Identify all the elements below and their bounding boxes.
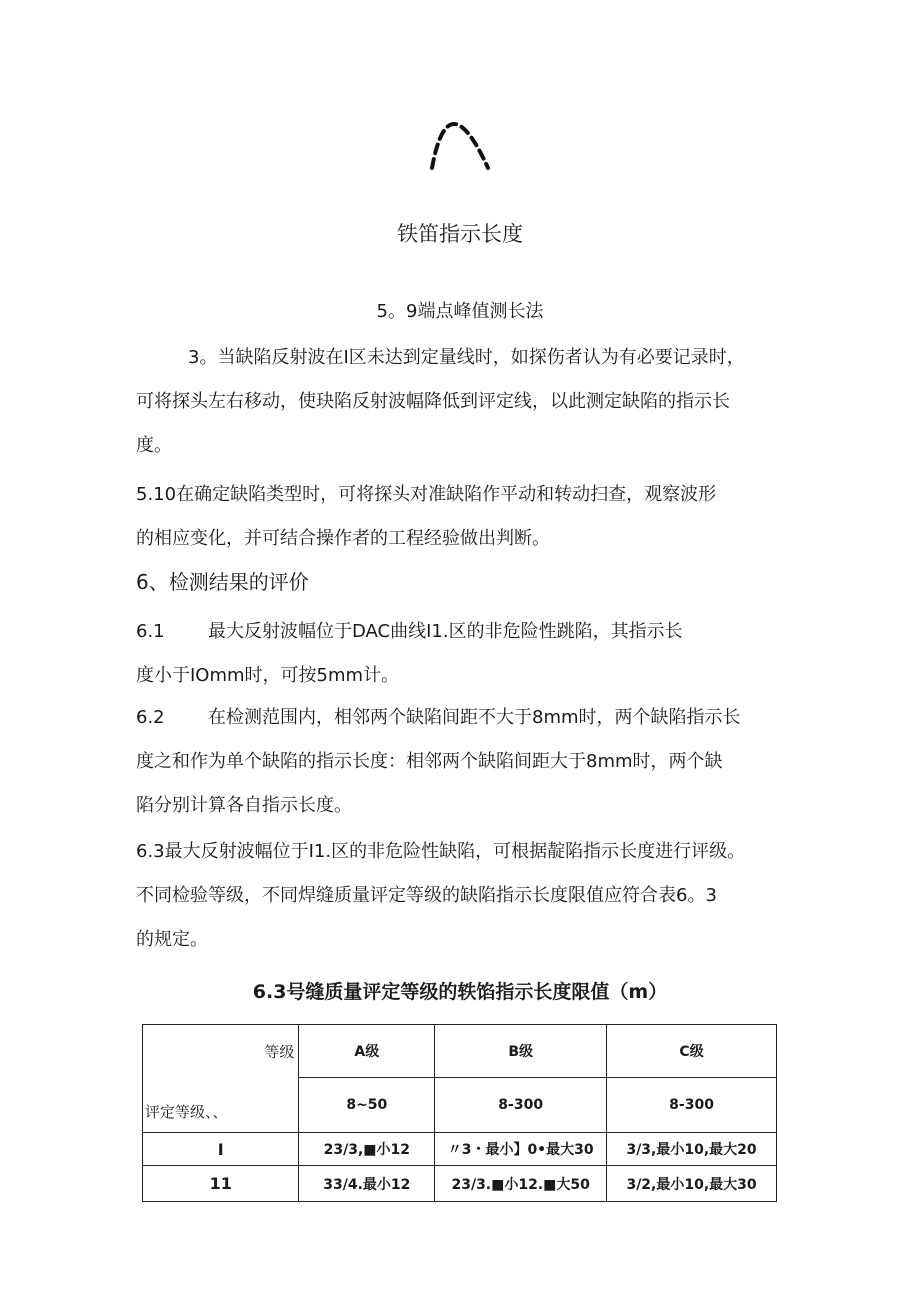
- paragraph-line: 5.10在确定缺陷类型时，可将探头对准缺陷作平动和转动扫查，观察波形: [136, 484, 717, 505]
- paragraph-5-10: [136, 473, 784, 561]
- paragraph-line: 可将探头左右移动，使玦陷反射波幅降低到评定线，以此测定缺陷的指示长: [136, 391, 730, 412]
- clause-text: 在检测范围内，相邻两个缺陷间距不大于8mm时，两个缺陷指示长: [208, 707, 741, 728]
- table-row: [143, 1166, 777, 1202]
- section-heading: 6、检测结果的评价: [136, 570, 309, 594]
- defect-length-table: [142, 1024, 777, 1202]
- range-cell: 8-300: [435, 1078, 607, 1133]
- clause-line: [136, 610, 784, 654]
- clause-line: 度小于IOmm时，可按5mm计。: [136, 665, 400, 686]
- clause-line: 度之和作为单个缺陷的指示长度：相邻两个缺陷间距大于8mm时，两个缺: [136, 751, 723, 772]
- clause-6-3: [136, 830, 784, 962]
- header-cell: B级: [435, 1025, 607, 1078]
- header-cell: A级: [299, 1025, 435, 1078]
- table-cell: 3/2,最小10,最大30: [607, 1166, 777, 1202]
- table-row: [143, 1133, 777, 1166]
- range-cell: 8-300: [607, 1078, 777, 1133]
- paragraph-3: [136, 336, 784, 468]
- table-title: 6.3号缝质量评定等级的轶馅指示长度限值（m）: [252, 981, 668, 1003]
- figure-caption: 铁笛指示长度: [397, 222, 523, 246]
- clause-number: 6.1: [136, 621, 165, 642]
- table-cell: 23/3.■小12.■大50: [435, 1166, 607, 1202]
- clause-line: [136, 696, 784, 740]
- row-label: 11: [143, 1166, 299, 1202]
- table-corner-cell: [143, 1025, 299, 1133]
- range-cell: 8~50: [299, 1078, 435, 1133]
- clause-line: 的规定。: [136, 929, 208, 950]
- table-cell: 3/3,最小10,最大20: [607, 1133, 777, 1166]
- corner-top-label: 等级: [264, 1043, 295, 1061]
- clause-6-1: [136, 610, 784, 698]
- table-cell: 23/3,■小12: [299, 1133, 435, 1166]
- table-header-row: [143, 1025, 777, 1078]
- corner-bottom-label: 评定等级、、: [145, 1103, 228, 1121]
- paragraph-line: 的相应变化，并可结合操作者的工程经验做出判断。: [136, 528, 550, 549]
- sub-heading: 5。9端点峰值测长法: [376, 301, 544, 322]
- paragraph-line: 度。: [136, 435, 172, 456]
- peak-curve-figure: [418, 100, 498, 170]
- clause-text: 最大反射波幅位于DAC曲线I1.区的非危险性跳陷，其指示长: [208, 621, 683, 642]
- clause-6-2: [136, 696, 784, 828]
- table-cell: 〃3・最小】0•最大30: [435, 1133, 607, 1166]
- clause-line: 陷分别计算各自指示长度。: [136, 795, 352, 816]
- header-cell: C级: [607, 1025, 777, 1078]
- clause-line: 不同检验等级，不同焊缝质量评定等级的缺陷指示长度限值应符合表6。3: [136, 885, 717, 906]
- table-cell: 33/4.最小12: [299, 1166, 435, 1202]
- clause-number: 6.2: [136, 707, 165, 728]
- dashed-peak-curve-icon: [418, 100, 498, 170]
- paragraph-line: 3。当缺陷反射波在I区未达到定量线时，如探伤者认为有必要记录时，: [188, 347, 745, 368]
- clause-line: 6.3最大反射波幅位于I1.区的非危险性缺陷，可根据靛陷指示长度进行评级。: [136, 841, 746, 862]
- row-label: I: [143, 1133, 299, 1166]
